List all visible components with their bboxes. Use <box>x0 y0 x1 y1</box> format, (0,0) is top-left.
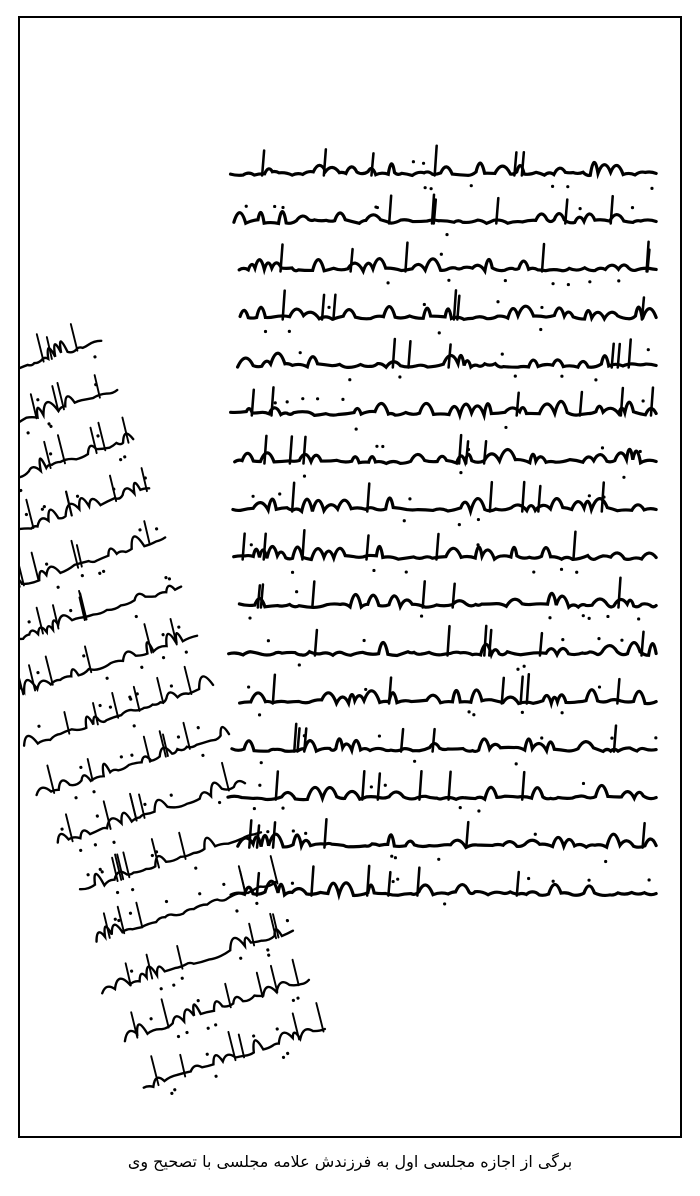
manuscript-image <box>20 18 680 1136</box>
main-text-line <box>231 387 657 430</box>
figure-caption: برگی از اجازه مجلسی اول به فرزندش علامه مجلسی با تصحیح وی <box>127 1152 573 1171</box>
margin-text-line <box>135 1003 330 1103</box>
main-text-line <box>238 819 656 863</box>
main-text-line <box>232 724 658 766</box>
main-text-line <box>234 530 656 574</box>
manuscript-page-frame <box>18 16 682 1138</box>
main-text-line <box>235 435 656 479</box>
margin-annotation-block <box>20 314 332 1107</box>
margin-text-line <box>20 462 155 563</box>
margin-text-line <box>72 806 266 906</box>
main-text-line <box>238 339 657 381</box>
main-text-line <box>239 578 656 621</box>
main-text-line <box>231 146 657 191</box>
margin-text-line <box>20 366 122 465</box>
main-text-line <box>234 195 656 236</box>
main-text-line <box>240 674 657 716</box>
main-text-line <box>231 866 656 906</box>
margin-text-line <box>20 512 170 613</box>
main-text-block <box>228 146 657 906</box>
main-text-line <box>233 482 656 526</box>
main-text-line <box>239 242 656 286</box>
main-text-line <box>240 290 656 334</box>
margin-text-line <box>95 909 298 1009</box>
main-text-line <box>228 771 656 812</box>
main-text-line <box>229 626 657 671</box>
